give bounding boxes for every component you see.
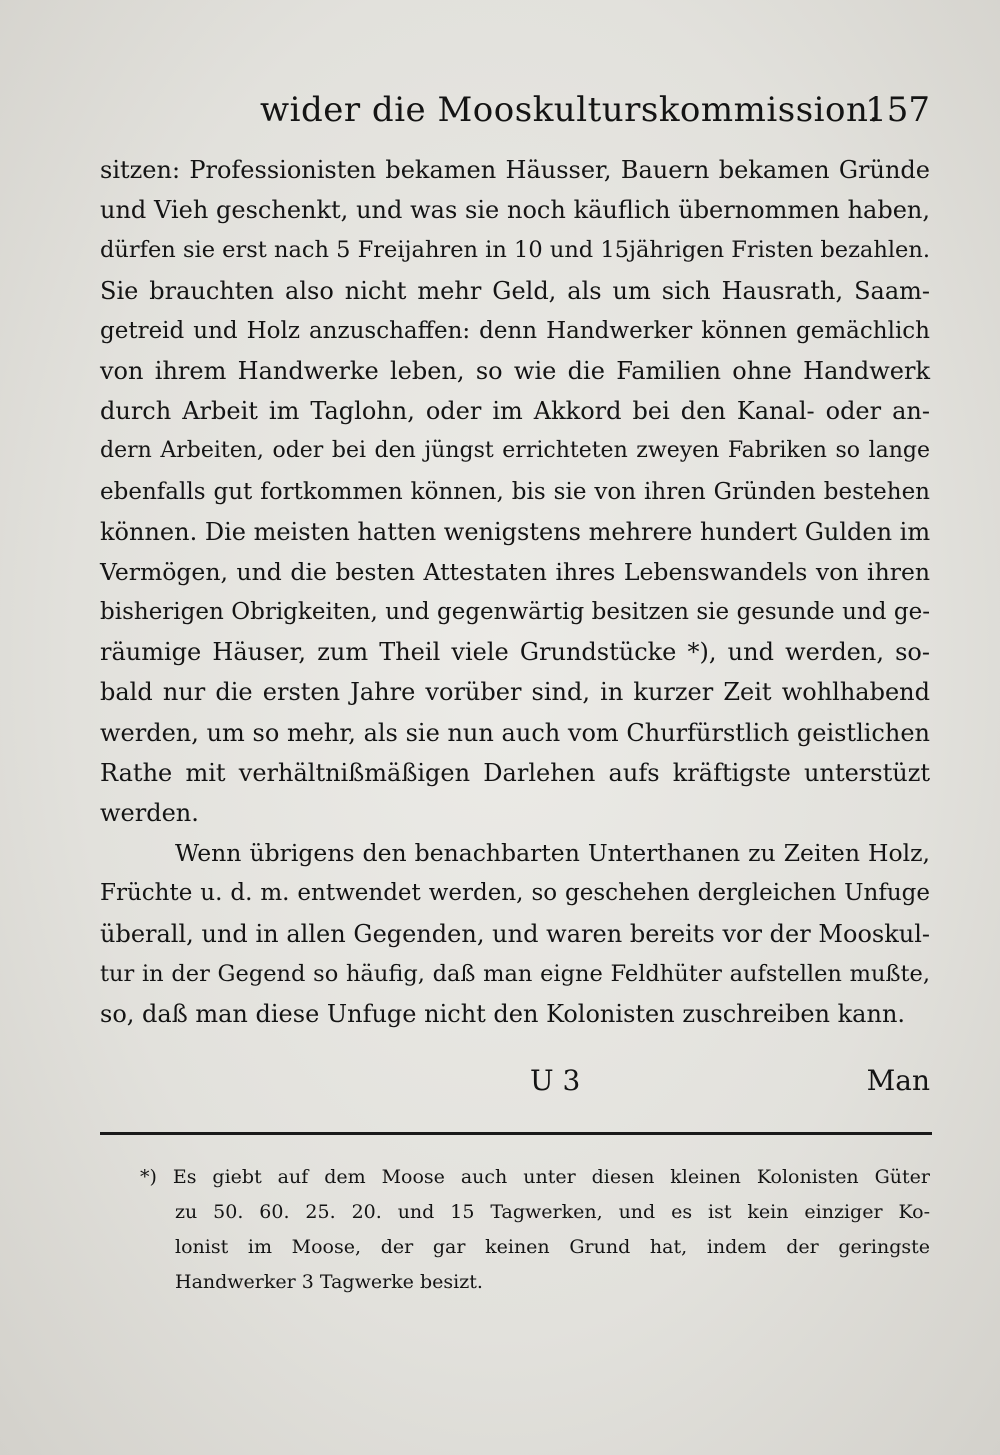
body-line: dern Arbeiten, oder bei den jüngst errichteten zweyen Fabriken so lange <box>100 438 930 464</box>
footnote-line: *) Es giebt auf dem Moose auch unter diesen kleinen Kolonisten Güter <box>140 1166 930 1188</box>
signature-mark: U 3 <box>530 1064 581 1097</box>
body-line: bald nur die ersten Jahre vorüber sind, in kurzer Zeit wohlhabend <box>100 678 930 707</box>
footnote <box>100 1160 930 1300</box>
body-line: Vermögen, und die besten Attestaten ihres Lebenswandels von ihren <box>100 557 930 586</box>
body-line: tur in der Gegend so häufig, daß man eigne Feldhüter aufstellen mußte, <box>100 960 930 987</box>
running-head <box>100 84 930 134</box>
body-line: werden, um so mehr, als sie nun auch vom Churfürstlich geistlichen <box>100 718 930 747</box>
footnote-line: lonist im Moose, der gar keinen Grund hat, indem der geringste <box>175 1236 930 1258</box>
footnote-divider <box>100 1132 932 1135</box>
catchline <box>100 1064 930 1108</box>
body-text <box>100 150 930 1034</box>
footnote-line: zu 50. 60. 25. 20. und 15 Tagwerken, und es ist kein einziger Ko- <box>175 1201 930 1223</box>
running-title: wider die Mooskulturskommission. <box>260 90 880 130</box>
footnote-line: Handwerker 3 Tagwerke besizt. <box>175 1271 483 1293</box>
body-line: bisherigen Obrigkeiten, und gegenwärtig besitzen sie gesunde und ge- <box>100 599 930 626</box>
body-line: durch Arbeit im Taglohn, oder im Akkord bei den Kanal- oder an- <box>100 397 930 426</box>
body-line: ebenfalls gut fortkommen können, bis sie von ihren Gründen bestehen <box>100 478 930 505</box>
body-line: werden. <box>100 799 199 827</box>
body-line: Früchte u. d. m. entwendet werden, so geschehen dergleichen Unfuge <box>100 880 930 907</box>
body-line: überall, und in allen Gegenden, und waren bereits vor der Mooskul- <box>100 919 930 948</box>
body-line: und Vieh geschenkt, und was sie noch käuflich übernommen haben, <box>100 196 930 225</box>
body-line: von ihrem Handwerke leben, so wie die Familien ohne Handwerk <box>100 356 930 385</box>
body-line: räumige Häuser, zum Theil viele Grundstücke *), und werden, so- <box>100 638 930 667</box>
body-line: Rathe mit verhältnißmäßigen Darlehen aufs kräftigste unterstüzt <box>100 758 930 787</box>
body-line: sitzen: Professionisten bekamen Häusser, Bauern bekamen Gründe <box>100 156 930 184</box>
catchword: Man <box>866 1064 930 1097</box>
body-line: dürfen sie erst nach 5 Freijahren in 10 und 15jährigen Fristen bezahlen. <box>100 237 930 264</box>
body-line: so, daß man diese Unfuge nicht den Kolonisten zuschreiben kann. <box>100 999 906 1028</box>
body-line: getreid und Holz anzuschaffen: denn Handwerker können gemächlich <box>100 317 930 344</box>
body-line: können. Die meisten hatten wenigstens mehrere hundert Gulden im <box>100 517 931 546</box>
body-line: Wenn übrigens den benachbarten Unterthanen zu Zeiten Holz, <box>175 839 930 868</box>
page-number: 157 <box>865 90 930 130</box>
body-line: Sie brauchten also nicht mehr Geld, als um sich Hausrath, Saam- <box>100 276 930 305</box>
